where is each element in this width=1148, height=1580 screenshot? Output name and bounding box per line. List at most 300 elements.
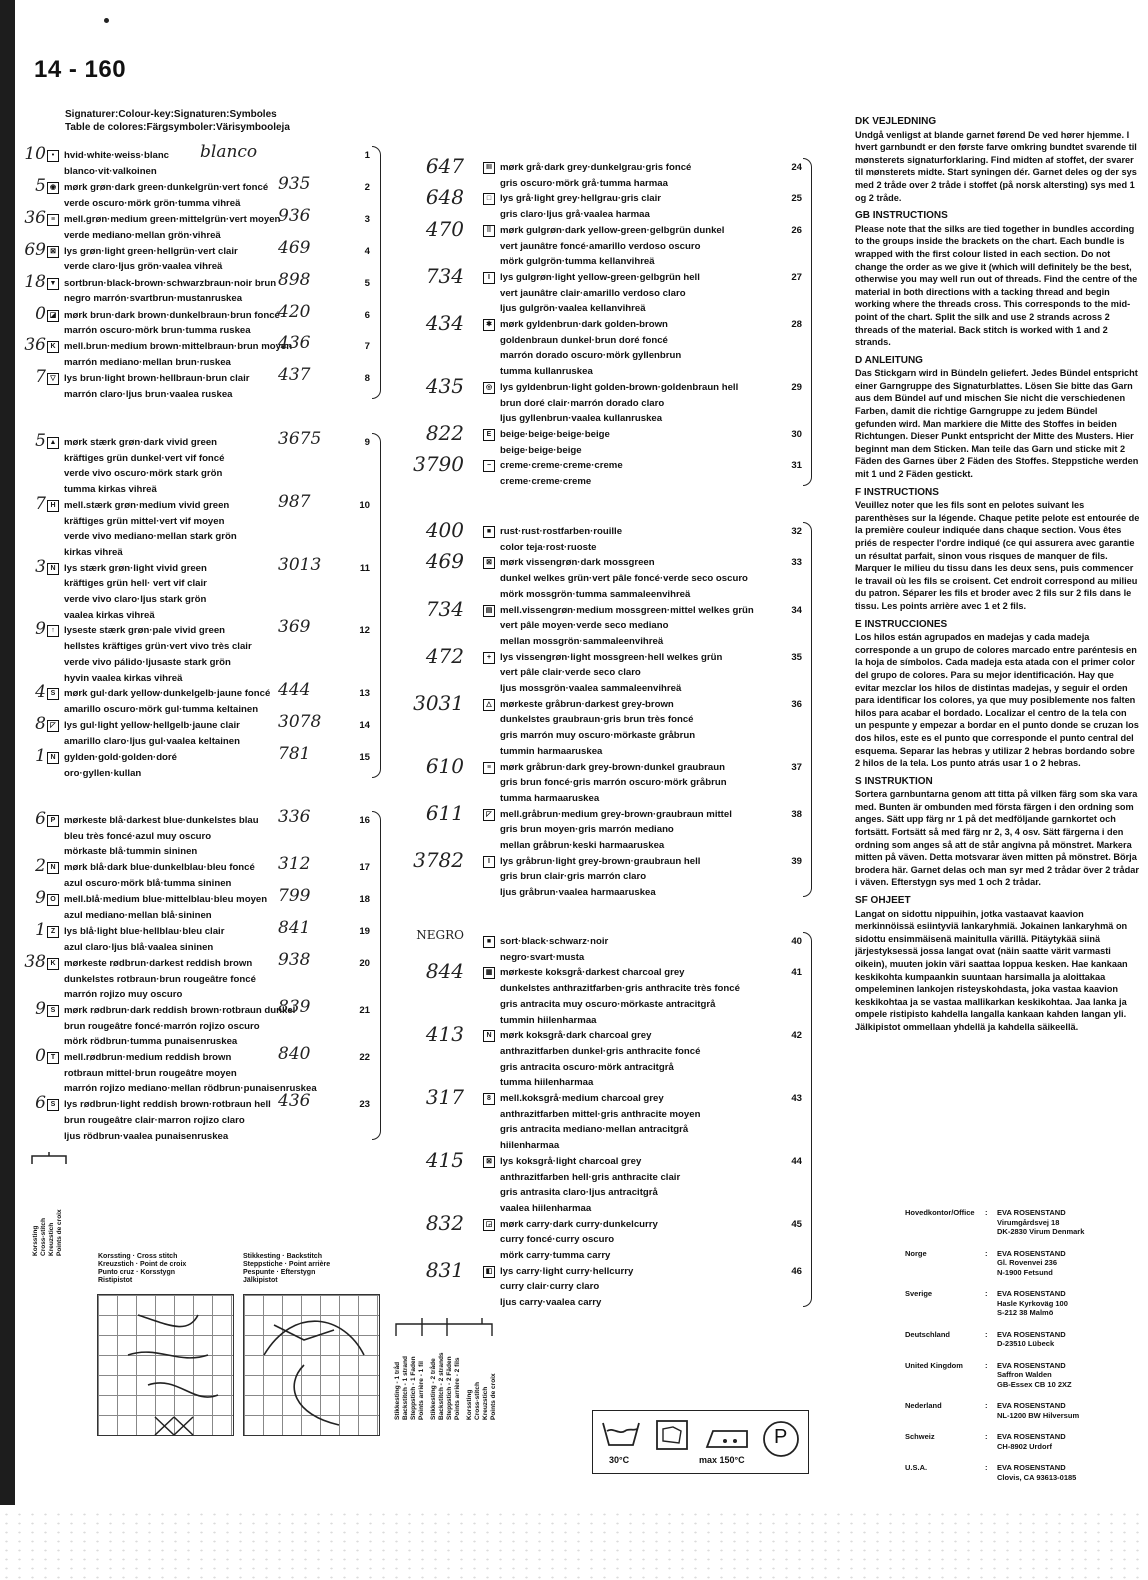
stitch-symbol: ✱ [483, 319, 495, 331]
instruction-section [855, 776, 1140, 889]
colour-row [488, 854, 790, 901]
handwritten-prefix: 1 [35, 919, 46, 940]
stitch-symbol: K [47, 958, 59, 970]
stitch-symbol: N [47, 752, 59, 764]
backstitch-2-caption: Stikkesting - 2 tråde Backstitch - 2 strands Steppstich - 2 Fäden Points arrière - 2 fils [430, 1352, 461, 1420]
colour-name: verde vivo oscuro·mörk stark grön [64, 468, 223, 480]
address-row [905, 1208, 1145, 1237]
symbol-number: 25 [791, 193, 802, 205]
colour-key-header-line1: Signaturer:Colour-key:Signaturen:Symboles [65, 109, 277, 120]
handwritten-dmc-number: 469 [425, 549, 464, 574]
stitch-symbol: ◧ [483, 1266, 495, 1278]
addresses [905, 1208, 1145, 1494]
instruction-heading: DK VEJLEDNING [855, 116, 937, 127]
stitch-symbol: Z [47, 926, 59, 938]
colour-name: mell.koksgrå·medium charcoal grey [500, 1093, 664, 1104]
colour-name: dunkelstes graubraun·gris brun très foncé [500, 714, 694, 726]
backstitch-scale-icon [392, 1318, 502, 1338]
address-label: U.S.A. [905, 1463, 928, 1472]
address-label: Norge [905, 1248, 927, 1258]
colour-name: mell.brun·medium brown·mittelbraun·brun moyen [64, 341, 293, 353]
stitch-symbol: 8 [483, 1093, 495, 1105]
colour-name: negro marrón·svartbrun·mustanruskea [64, 293, 243, 305]
colour-name: mørkeste gråbrun·darkest grey-brown [500, 698, 674, 710]
instruction-heading: SF OHJEET [855, 895, 911, 907]
handwritten-dmc-number: 832 [425, 1210, 464, 1235]
handwritten-prefix: 36 [24, 335, 46, 356]
symbol-number: 33 [791, 557, 802, 569]
handwritten-dmc-number: 400 [425, 518, 464, 542]
stitch-symbol: P [47, 815, 59, 827]
diagram-vertical-caption: Korssting Cross-stitch Kreuzstich Points de croix [32, 1209, 63, 1256]
colour-row [485, 1217, 790, 1264]
stitch-symbol: □ [483, 193, 495, 205]
address-row [905, 1463, 1145, 1482]
colour-name: gris antracita oscuro·mörk antracitgrå [500, 1061, 674, 1073]
colour-name: tumma kullanruskea [500, 366, 593, 378]
symbol-number: 36 [791, 698, 802, 710]
colour-row [50, 212, 374, 243]
colour-name: mørk grøn·dark green·dunkelgrün·vert foncé [64, 181, 269, 193]
colour-name: lys grøn·light green·hellgrün·vert clair [64, 245, 238, 257]
handwritten-dmc-number: 3031 [413, 690, 464, 715]
colour-name: mørkeste rødbrun·darkest reddish brown [64, 957, 253, 969]
handwritten-dmc-number: 822 [425, 420, 464, 445]
stitch-symbol: ≡ [47, 214, 59, 226]
handwritten-dmc-number: 935 [278, 173, 311, 194]
group-bracket [803, 932, 812, 1307]
handwritten-prefix: 10 [24, 144, 46, 164]
colour-row [486, 555, 790, 602]
address-colon: : [985, 1208, 988, 1217]
colour-name: vaalea hiilenharmaa [500, 1202, 592, 1214]
symbol-number: 7 [364, 341, 370, 353]
stitch-symbol: ◸ [483, 809, 495, 821]
colour-name: rotbraun mittel·brun rougeâtre moyen [64, 1067, 237, 1079]
colour-name: ljus carry·vaalea carry [500, 1297, 602, 1309]
colour-name: mørk brun·dark brown·dunkelbraun·brun foncé [64, 309, 280, 321]
symbol-number: 20 [359, 957, 370, 969]
symbol-number: 28 [791, 319, 802, 330]
colour-name: sortbrun·black-brown·schwarzbraun·noir brun [64, 277, 277, 289]
handwritten-prefix: 38 [24, 951, 46, 972]
symbol-number: 27 [791, 271, 802, 283]
stitch-symbol: ⊠ [483, 1156, 495, 1168]
colour-name: beige·beige·beige·beige [500, 428, 610, 440]
colour-row [50, 561, 374, 624]
handwritten-dmc-number: 413 [425, 1022, 464, 1047]
colour-name: mell.gråbrun·medium grey-brown·graubraun mittel [500, 808, 732, 820]
colour-row [49, 435, 374, 498]
colour-name: lys vissengrøn·light mossgreen·hell welkes grün [500, 651, 723, 663]
stitch-symbol: △ [483, 699, 495, 711]
colour-name: lys blå·light blue·hellblau·bleu clair [64, 925, 225, 937]
stitch-symbol: ◲ [483, 1219, 495, 1231]
backstitch-1-caption: Stikkesting - 1 tråd Backstitch - 1 strand Steppstich - 1 Faden Points arrière - 1 fil [394, 1356, 425, 1420]
handwritten-prefix: 9 [35, 619, 46, 640]
handwritten-dmc-number: 3013 [278, 554, 322, 575]
colour-row [50, 718, 374, 749]
iron-icon [703, 1423, 753, 1451]
address-text: EVA ROSENSTAND Clovis, CA 93613-0185 [997, 1463, 1077, 1482]
address-colon: : [985, 1463, 988, 1472]
instruction-body: Das Stickgarn wird in Bündeln geliefert. Jedes Bündel entspricht einer Garngruppe des Signaturblattes. Lösen Sie bitte das Garn aus dem Bündel auf und mischen Sie nicht die verschiedenen Farben, damit die richtige Garngruppe zu jedem Bündel gefunden wird. Man markiere die Mitte des Stoffes in beiden Richtungen. Dieser Punkt entspricht der Mitte des Musters. Hier beginnt man dem Sticken. Man teile das Garn und sticke mit 2 Fäden des Garnes über 2 Fäden des Stoffes. Steppstiche werden mit 1 und 2 Fäden gestickt. [855, 368, 1139, 480]
colour-name: dunkel welkes grün·vert pâle foncé·verde seco oscuro [500, 573, 748, 585]
colour-row [486, 1154, 790, 1217]
backstitch-caption: Stikkesting · Backstitch Steppstiche · Point arrière Pespunte · Efterstygn Jälkipistot [243, 1253, 331, 1284]
colour-row [51, 623, 374, 686]
address-label: Deutschland [905, 1329, 951, 1339]
address-label: Sverige [905, 1289, 933, 1298]
colour-name: amarillo oscuro·mörk gul·tumma keltainen [64, 703, 259, 715]
instruction-body: Los hilos están agrupados en madejas y cada madeja corresponde a un grupo de colores marcado entre paréntesis en la hoja de símbolos. Cada madeja esta atada con el primer color del grupo de colores. Para su mejor identificación. Hay que evitar mezclar los hilos de distintas madejas, y seguir el orden para identificar los colores, ya que muy posiblemente nos falten hilos para acabar el bordado. Localizar el centro de la tela con un pespunte y empezar a bordar en el punto donde se cruzan los dos hilos, este es el punto que corresponde el punto central del esquema. Separar las hebras y utilizar 2 hebras bordando sobre 2 hilos de la tela. Los punto atrás usar 1 o 2 hebras. [855, 632, 1139, 769]
colour-name: marrón rojizo mediano·mellan rödbrun·punaisenruskea [64, 1083, 317, 1095]
handwritten-prefix: 18 [24, 271, 46, 292]
stitch-symbol: N [47, 862, 59, 874]
handwritten-dmc-number: 436 [278, 1091, 311, 1112]
colour-row [49, 308, 374, 339]
colour-name: brun rougeâtre foncé·marrón rojizo oscuro [64, 1020, 260, 1032]
handwritten-dmc-number: 3675 [278, 429, 322, 449]
handwritten-dmc-number: 3782 [413, 847, 464, 872]
colour-name: hiilenharmaa [500, 1140, 560, 1152]
symbol-number: 15 [359, 752, 370, 763]
instruction-body: Please note that the silks are tied together in bundles according to the groups inside the brackets on the chart. Each bundle is wrapped with the first colour listed in each section. Do not change the order as we give it (which will definitely be the best, otherwise you may well run out of threads. Find the centre of the material in both directions with a tacking thread and begin working where the threads cross. This corresponds to the mid-point of the chart. Split the silk and use 2 strands across 2 threads of the material. Back stitch is worked with 1 and 2 strands. [855, 223, 1138, 348]
colour-name: mørk koksgrå·dark charcoal grey [500, 1030, 652, 1042]
colour-name: marrón dorado oscuro·mörk gyllenbrun [500, 350, 682, 362]
handwritten-prefix: 0 [35, 303, 46, 324]
handwritten-dmc-number: 470 [425, 216, 464, 241]
stitch-symbol: + [483, 652, 495, 664]
stitch-symbol: H [47, 500, 59, 512]
symbol-number: 19 [359, 925, 370, 937]
colour-name: vert jaunâtre clair·amarillo verdoso claro [500, 287, 686, 299]
cross-stitch-caption: Korssting · Cross stitch Kreuzstich · Point de croix Punto cruz · Korsstygn Ristipistot [98, 1253, 187, 1284]
stitch-symbol: ≡ [483, 762, 495, 774]
stitch-symbol: ■ [483, 936, 495, 948]
colour-name: hvid·white·weiss·blanc [64, 150, 170, 161]
handwritten-dmc-number: 734 [425, 596, 464, 621]
instruction-section [855, 619, 1140, 770]
symbol-number: 38 [791, 808, 802, 820]
handwritten-dmc-number: 840 [278, 1044, 311, 1064]
handwritten-dmc-number: 435 [425, 373, 464, 398]
address-text: EVA ROSENSTAND CH-8902 Urdorf [997, 1432, 1066, 1451]
colour-name: gris antracita muy oscuro·mörkaste antracitgrå [500, 998, 716, 1010]
colour-row [49, 180, 374, 211]
colour-name: anthrazitfarben hell·gris anthracite clair [500, 1171, 681, 1183]
colour-row [50, 813, 374, 860]
colour-name: lys gulgrøn·light yellow-green·gelbgrün hell [500, 271, 700, 283]
stitch-symbol: I [483, 856, 495, 868]
address-text: EVA ROSENSTAND Virumgårdsvej 18 DK-2830 Virum Denmark [997, 1208, 1085, 1236]
colour-row [50, 1003, 374, 1050]
handwritten-dmc-number: 317 [425, 1085, 464, 1109]
stitch-symbol: ▦ [483, 967, 495, 979]
colour-name: anthrazitfarben mittel·gris anthracite moyen [500, 1108, 701, 1120]
stitch-symbol: T [47, 1052, 59, 1064]
colour-row [50, 686, 374, 717]
handwritten-dmc-number: 415 [425, 1147, 464, 1172]
stitch-symbol: ■ [483, 526, 495, 538]
dry-clean-box-icon [655, 1419, 691, 1451]
colour-name: tumma hiilenharmaa [500, 1077, 594, 1089]
instruction-body: Veuillez noter que les fils sont en pelotes suivant les parenthèses sur la légende. Chaque petite pelote est entourée de la première couleur indiquée dans chaque section. Vous êtes priés de respecter l'ordre indiqué (ce qui assurera avec garantie un résultat parfait, sinon vous risques de manquer de fils. Marquer le milieu du tissu dans les deux sens, puis commencer le travail où les fils se croisent. Cet endroit correspond au milieu du patron. Séparer les fils et broder avec 2 fils sur 2 fils dans le tissu. Les points arrière avec 1 et 2 fils. [855, 500, 1140, 611]
stitch-symbol: • [47, 150, 59, 162]
stitch-symbol: K [47, 341, 59, 353]
handwritten-prefix: 69 [24, 239, 46, 260]
stitch-symbol: S [47, 1005, 59, 1017]
colour-name: color teja·rost·ruoste [500, 541, 597, 553]
colour-name: verde oscuro·mörk grön·tumma vihreä [64, 197, 241, 209]
address-colon: : [985, 1432, 988, 1441]
handwritten-dmc-number: 841 [278, 917, 311, 938]
colour-name: curry clair·curry claro [500, 1281, 600, 1293]
handwritten-prefix: 5 [35, 431, 46, 451]
colour-row [486, 650, 790, 697]
colour-name: kräftiges grün dunkel·vert vif foncé [64, 452, 225, 464]
handwritten-prefix: 8 [35, 714, 46, 735]
colour-name: beige·beige·beige [500, 444, 582, 456]
colour-name: verde vivo mediano·mellan stark grön [64, 531, 237, 543]
colour-name: creme·creme·creme [500, 476, 592, 487]
stitch-symbol: ↑ [47, 625, 59, 637]
colour-name: mell.blå·medium blue·mittelblau·bleu moyen [64, 894, 268, 905]
symbol-number: 14 [359, 720, 370, 732]
colour-name: lyseste stærk grøn·pale vivid green [64, 625, 226, 637]
symbol-number: 39 [791, 855, 802, 867]
address-row [905, 1401, 1145, 1420]
symbol-number: 12 [359, 625, 370, 637]
handwritten-prefix: 9 [35, 998, 46, 1019]
colour-row [485, 603, 790, 650]
instruction-heading: F INSTRUCTIONS [855, 486, 939, 498]
colour-name: mørkeste blå·darkest blue·dunkelstes blau [64, 815, 259, 826]
backstitch-grid [243, 1294, 380, 1436]
colour-name: mell.vissengrøn·medium mossgreen·mittel welkes grün [500, 604, 754, 616]
handwritten-dmc-number: 938 [278, 949, 311, 970]
address-colon: : [985, 1401, 988, 1410]
stitch-symbol: ⠿ [483, 225, 495, 237]
address-row [905, 1249, 1145, 1278]
handwritten-dmc-number: 987 [278, 491, 311, 512]
scan-noise [0, 1510, 1148, 1580]
handwritten-dmc-number: 831 [425, 1257, 464, 1282]
colour-name: blanco·vit·valkoinen [64, 165, 157, 177]
cross-stitch-drawing [98, 1295, 233, 1435]
colour-name: lys grå·light grey·hellgrau·gris clair [500, 193, 662, 205]
symbol-number: 21 [359, 1004, 370, 1016]
colour-name: oro·gyllen·kullan [64, 767, 142, 779]
colour-row [485, 1264, 790, 1311]
colour-row [486, 458, 790, 489]
colour-name: mell.grøn·medium green·mittelgrün·vert moyen [64, 213, 281, 225]
handwritten-dmc-number: 734 [425, 263, 464, 288]
colour-row [486, 524, 790, 555]
colour-row [486, 223, 790, 270]
colour-name: gris antracita mediano·mellan antracitgrå [500, 1124, 689, 1136]
colour-row [488, 270, 790, 317]
wash-temperature: 30°C [609, 1455, 630, 1465]
stitch-symbol: ⊠ [483, 557, 495, 569]
colour-name: marrón mediano·mellan brun·ruskea [64, 357, 231, 369]
stitch-symbol: S [47, 1099, 59, 1111]
group-bracket [803, 522, 812, 897]
colour-name: bleu très foncé·azul muy oscuro [64, 830, 212, 842]
colour-row [486, 934, 790, 965]
colour-name: azul claro·ljus blå·vaalea sininen [64, 941, 214, 953]
symbol-number: 10 [359, 499, 370, 511]
instruction-heading: E INSTRUCCIONES [855, 618, 948, 630]
handwritten-dmc-number: 336 [278, 807, 311, 827]
colour-row [486, 807, 790, 854]
stitch-symbol: III [483, 162, 495, 174]
colour-name: mørk rødbrun·dark reddish brown·rotbraun dunkel [64, 1004, 296, 1016]
colour-name: lys koksgrå·light charcoal grey [500, 1155, 642, 1167]
colour-name: kirkas vihreä [64, 546, 123, 558]
colour-name: gris antrasita claro·ljus antracitgrå [500, 1187, 658, 1199]
symbol-number: 16 [359, 815, 370, 826]
colour-name: mellan gråbrun·keski harmaaruskea [500, 840, 665, 851]
handwritten-dmc-number: 312 [278, 854, 311, 875]
stitch-symbol: ▼ [47, 278, 59, 290]
handwritten-prefix: 2 [35, 856, 46, 877]
handwritten-dmc-number: blanco [200, 142, 258, 162]
address-row [905, 1361, 1145, 1390]
stitch-symbol: ▽ [47, 373, 59, 385]
colour-name: mørk stærk grøn·dark vivid green [64, 437, 218, 448]
colour-name: brun rougeâtre clair·marron rojizo claro [64, 1114, 245, 1126]
handwritten-prefix: 36 [24, 207, 46, 228]
colour-name: mörk mossgrön·tumma sammaleenvihreä [500, 588, 691, 600]
colour-name: curry foncé·curry oscuro [500, 1234, 615, 1246]
address-label: Schweiz [905, 1432, 935, 1441]
handwritten-dmc-number: 3078 [278, 712, 322, 733]
colour-name: kräftiges grün mittel·vert vif moyen [64, 515, 225, 527]
stitch-symbol: O [47, 894, 59, 906]
colour-name: amarillo claro·ljus gul·vaalea keltainen [64, 735, 240, 747]
handwritten-dmc-number: 369 [278, 617, 311, 638]
colour-name: gylden·gold·golden·doré [64, 752, 177, 763]
colour-name: lys gyldenbrun·light golden-brown·goldenbraun hell [500, 381, 739, 393]
address-text: EVA ROSENSTAND NL-1200 BW Hilversum [997, 1401, 1080, 1420]
address-row [905, 1289, 1145, 1318]
handwritten-prefix: 6 [35, 809, 46, 829]
colour-name: gris marrón muy oscuro·mörkaste gråbrun [500, 730, 696, 742]
colour-name: mørk gyldenbrun·dark golden-brown [500, 319, 668, 330]
colour-name: ljus gyllenbrun·vaalea kullanruskea [500, 413, 663, 425]
colour-row [486, 191, 790, 222]
handwritten-prefix: 4 [35, 682, 46, 703]
address-colon: : [985, 1248, 988, 1258]
colour-name: mørk gul·dark yellow·dunkelgelb·jaune foncé [64, 688, 271, 700]
handwritten-dmc-number: 799 [278, 886, 311, 906]
symbol-number: 6 [364, 309, 370, 321]
handwritten-dmc-number: 611 [425, 800, 464, 825]
colour-name: gris brun moyen·gris marrón mediano [500, 824, 674, 836]
instruction-body: Langat on sidottu nippuihin, jotka vastaavat kaavion merkinnöissä esiintyviä lankaryhmiä. Jokainen lankaryhmä on sidottu ensimmäisenä mainitulla värillä. Pitäytykää siinä järjestyksessä jossa langat ovat (näin saatte värit varmasti oikein), muuten jokin väri saattaa loppua kesken. Hae kankaan keskikohta kumpaankin suuntaan harsimalla ja aloittakaa ompeleminen lankojen risteyskohdasta, joka vastaa kaavion keskikohtaa ja se vastaa mallikarkan keskikohtaa. Jaa lanka ja ompele ristipisto kahdella langalla kankaan kahden langan yli. Jälkipistot ommellaan yhdellä ja kahdella säikeellä. [855, 908, 1128, 1032]
handwritten-dmc-number: 437 [278, 365, 311, 386]
stitch-symbol: − [483, 460, 495, 472]
colour-row [486, 317, 790, 380]
instruction-heading: D ANLEITUNG [855, 354, 923, 366]
stitch-symbol: N [47, 563, 59, 575]
symbol-number: 3 [364, 213, 370, 225]
colour-name: ljus gulgrön·vaalea kellanvihreä [500, 303, 646, 315]
colour-row [486, 1028, 790, 1091]
handwritten-dmc-number: 444 [278, 680, 311, 701]
address-text: EVA ROSENSTAND Gl. Rovenvei 236 N-1900 Fetsund [997, 1248, 1066, 1277]
symbol-number: 43 [791, 1093, 802, 1104]
stitch-symbol: E [483, 429, 495, 441]
address-label: United Kingdom [905, 1360, 963, 1370]
colour-name: gris brun clair·gris marrón claro [500, 871, 647, 883]
colour-key-header-line2: Table de colores:Färgsymboler:Värisymbooleja [65, 122, 290, 133]
colour-key-header [65, 108, 290, 134]
handwritten-prefix: 1 [35, 746, 46, 766]
colour-name: ljus mossgrön·vaalea sammaleenvihreä [500, 683, 682, 694]
colour-name: goldenbraun dunkel·brun doré foncé [500, 334, 668, 346]
symbol-number: 18 [359, 894, 370, 905]
colour-name: mørk blå·dark blue·dunkelblau·bleu foncé [64, 862, 255, 874]
colour-row [485, 965, 790, 1028]
colour-name: mellan mossgrön·sammaleenvihreä [500, 635, 664, 647]
colour-name: lys rødbrun·light reddish brown·rotbraun hell [64, 1099, 271, 1111]
colour-name: dunkelstes rotbraun·brun rougeâtre foncé [64, 973, 256, 985]
symbol-number: 1 [364, 150, 370, 161]
colour-name: tumma harmaaruskea [500, 792, 600, 804]
symbol-number: 26 [791, 224, 802, 236]
instruction-section [855, 487, 1140, 613]
stitch-symbol: ⊠ [47, 246, 59, 258]
colour-name: lys carry·light curry·hellcurry [500, 1265, 634, 1277]
handwritten-dmc-number: 898 [278, 269, 311, 290]
colour-name: mörk carry·tumma carry [500, 1250, 611, 1261]
colour-name: verde mediano·mellan grön·vihreä [64, 229, 221, 241]
colour-row [486, 697, 790, 760]
colour-row [50, 860, 374, 891]
address-text: EVA ROSENSTAND Saffron Walden GB-Essex CB 10 2XZ [997, 1360, 1072, 1389]
stitch-symbol: ◪ [47, 310, 59, 322]
stitch-scale-icon [30, 1152, 70, 1166]
colour-row [50, 750, 374, 781]
stitch-symbol: I [483, 272, 495, 284]
handwritten-prefix: 3 [35, 556, 46, 577]
colour-name: mell.rødbrun·medium reddish brown [64, 1052, 232, 1063]
handwritten-dmc-number: 936 [278, 205, 311, 226]
colour-name: vert pâle moyen·verde seco mediano [500, 620, 669, 632]
colour-name: lys stærk grøn·light vivid green [64, 562, 207, 574]
colour-row [485, 380, 790, 427]
colour-name: ljus rödbrun·vaalea punaisenruskea [64, 1130, 229, 1142]
instruction-heading: GB INSTRUCTIONS [855, 210, 948, 222]
address-colon: : [985, 1329, 988, 1339]
wash-icon [601, 1419, 641, 1449]
colour-name: verde vivo pálido·ljusaste stark grön [64, 656, 231, 668]
symbol-number: 13 [359, 688, 370, 700]
symbol-number: 4 [364, 245, 370, 257]
colour-name: mørk vissengrøn·dark mossgreen [500, 557, 655, 569]
colour-name: brun doré clair·marrón dorado claro [500, 397, 665, 409]
iron-temperature: max 150°C [699, 1455, 745, 1465]
symbol-number: 30 [791, 428, 802, 440]
stitch-symbol: N [483, 1030, 495, 1042]
colour-name: gris claro·ljus grå·vaalea harmaa [500, 209, 650, 221]
symbol-number: 45 [791, 1218, 802, 1230]
handwritten-dmc-number: 472 [425, 643, 464, 668]
colour-name: dunkelstes anthrazitfarben·gris anthracite très foncé [500, 983, 740, 995]
cross-stitch-side-caption: Korssting Cross-stitch Kreuzstich Points de croix [466, 1373, 497, 1420]
